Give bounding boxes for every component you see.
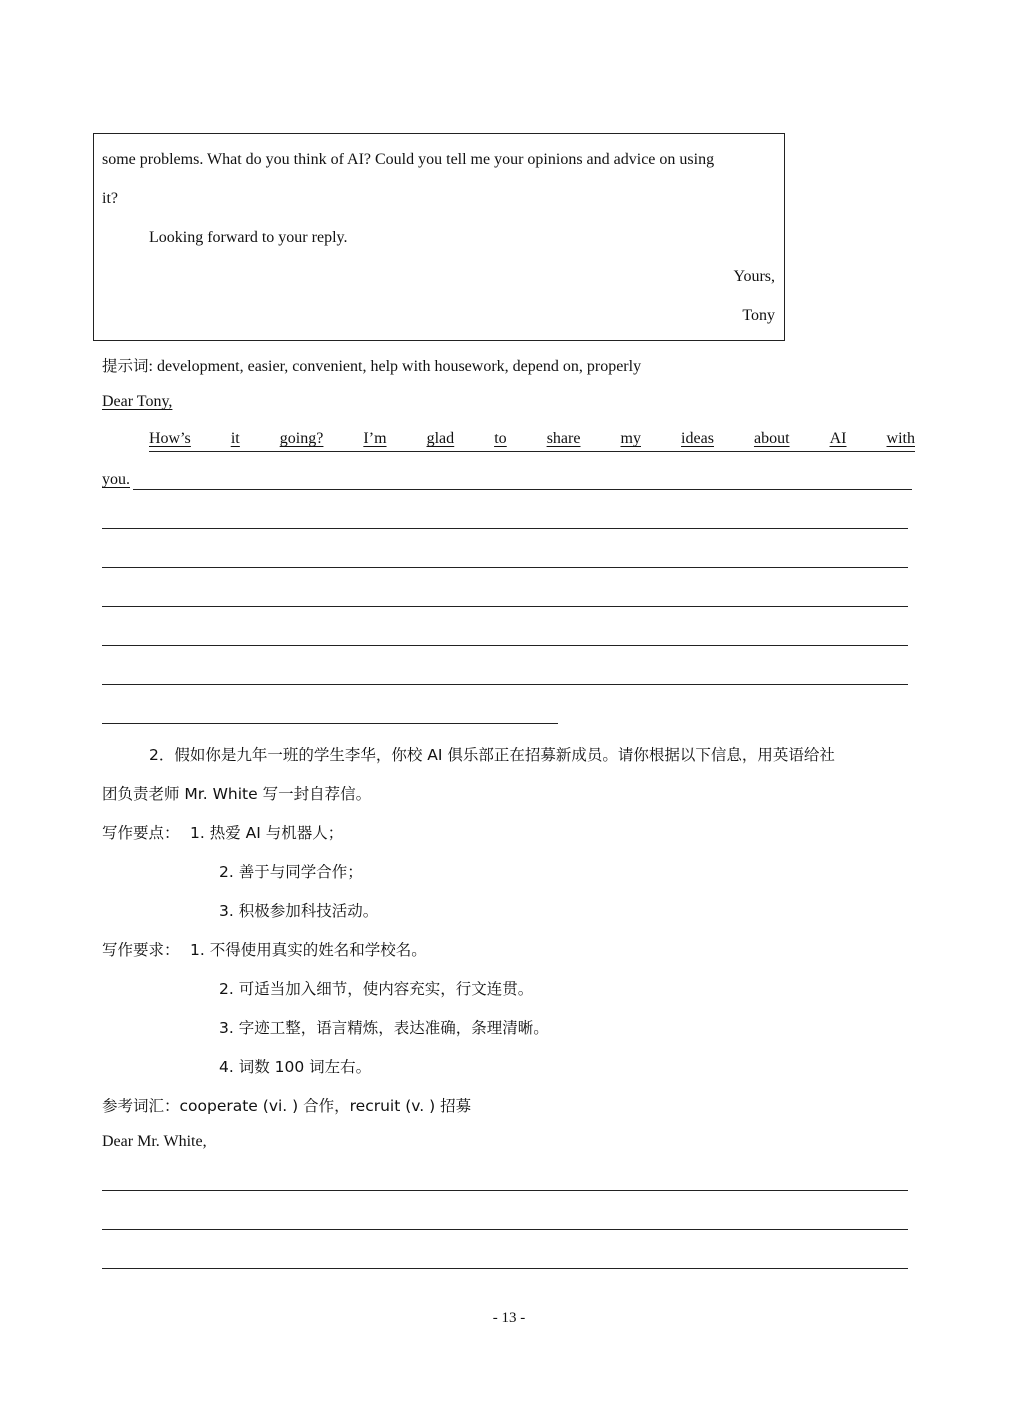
opening-word: glad — [426, 430, 455, 447]
writing-line[interactable] — [102, 684, 908, 685]
opening-underline — [149, 451, 915, 452]
task2-prompt-line-2: 团负责老师 Mr. White 写一封自荐信。 — [102, 785, 372, 803]
task2-prompt-line-1: 2．假如你是九年一班的学生李华，你校 AI 俱乐部正在招募新成员。请你根据以下信息，用英语给社 — [149, 746, 835, 764]
opening-word: my — [620, 430, 641, 447]
opening-word: ideas — [681, 430, 714, 447]
writing-line[interactable] — [102, 1229, 908, 1230]
writing-line[interactable] — [102, 606, 908, 607]
writing-line[interactable] — [102, 1268, 908, 1269]
writing-line[interactable] — [102, 1190, 908, 1191]
writing-line[interactable] — [133, 489, 912, 490]
writing-line[interactable] — [102, 567, 908, 568]
opening-word: it — [230, 430, 240, 447]
writing-requirement: 4. 词数 100 词左右。 — [219, 1058, 372, 1076]
requirements-label: 写作要求： — [102, 941, 180, 959]
opening-word: How’s — [149, 430, 191, 447]
writing-point: 1. 热爱 AI 与机器人； — [190, 824, 344, 842]
reply-greeting: Dear Tony, — [102, 393, 173, 410]
opening-word: I’m — [363, 430, 387, 447]
letter-line-3: Looking forward to your reply. — [149, 229, 348, 246]
writing-point: 2. 善于与同学合作； — [219, 863, 363, 881]
task2-greeting: Dear Mr. White, — [102, 1133, 207, 1150]
points-label: 写作要点： — [102, 824, 180, 842]
reply-opening-end: you. — [102, 471, 130, 488]
opening-word: to — [494, 430, 507, 447]
hint-label: 提示词 — [102, 357, 149, 375]
reference-vocab: 参考词汇：cooperate (vi. ) 合作，recruit (v. ) 招募 — [102, 1097, 472, 1115]
opening-word: AI — [829, 430, 847, 447]
letter-line-2: it? — [102, 190, 118, 207]
opening-word: with — [886, 430, 915, 447]
writing-line[interactable] — [102, 528, 908, 529]
letter-closing: Yours, — [733, 268, 775, 285]
page-number: - 13 - — [492, 1310, 526, 1326]
letter-signature: Tony — [742, 307, 775, 324]
opening-word: going? — [279, 430, 324, 447]
writing-requirement: 1. 不得使用真实的姓名和学校名。 — [190, 941, 427, 959]
hint-words — [102, 354, 641, 376]
writing-line[interactable] — [102, 645, 908, 646]
hint-list: : development, easier, convenient, help with housework, depend on, properly — [148, 358, 642, 375]
writing-line[interactable] — [102, 723, 558, 724]
writing-requirement: 3. 字迹工整，语言精炼，表达准确，条理清晰。 — [219, 1019, 549, 1037]
writing-requirement: 2. 可适当加入细节，使内容充实，行文连贯。 — [219, 980, 534, 998]
letter-line-1: some problems. What do you think of AI? Could you tell me your opinions and advice on using — [102, 151, 715, 168]
reply-opening-line — [149, 430, 915, 448]
opening-word: about — [753, 430, 790, 447]
writing-point: 3. 积极参加科技活动。 — [219, 902, 379, 920]
opening-word: share — [546, 430, 581, 447]
